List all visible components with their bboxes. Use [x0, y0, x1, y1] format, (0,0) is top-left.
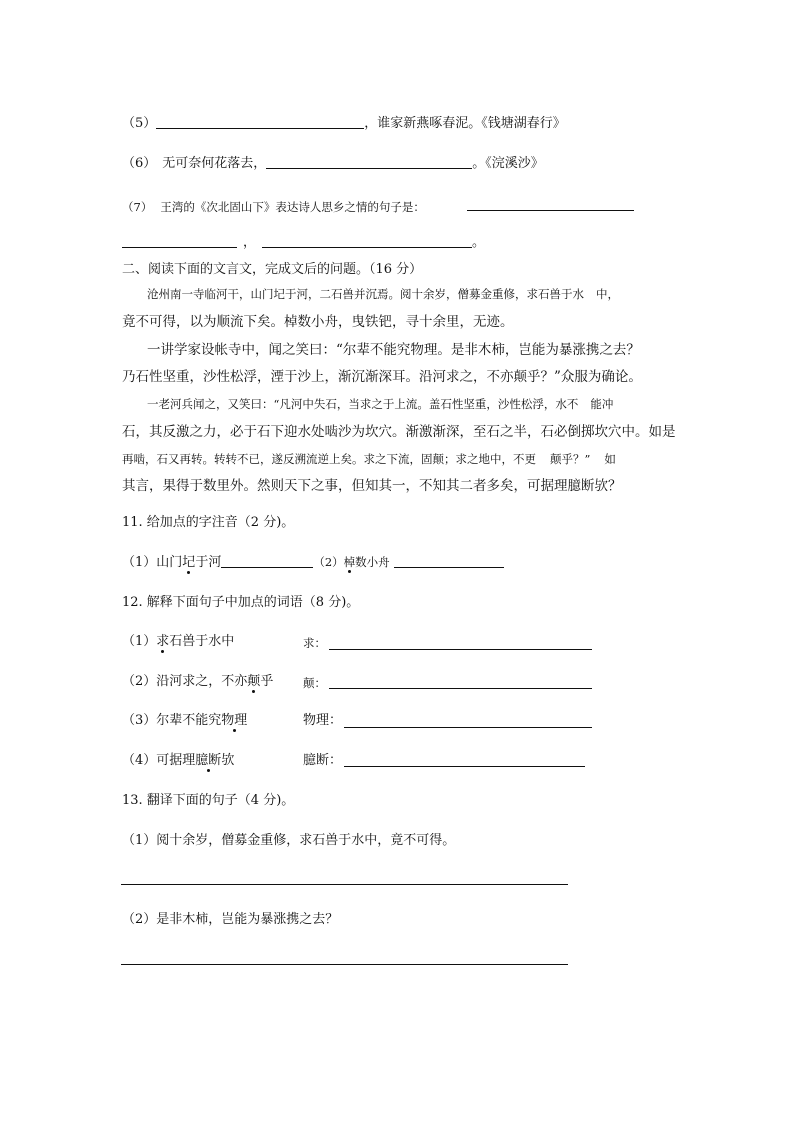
passage-p1-line2: 竟不可得，以为顺流下矣。棹数小舟，曳铁钯，寻十余里，无迹。 [122, 314, 514, 330]
q12-item1-label: 求： [303, 636, 326, 650]
q12-item3-number: （3） [122, 713, 157, 728]
passage-p3-line3 [122, 450, 616, 468]
q13-sentence-1 [122, 832, 455, 850]
q11-item2-dotted-char: 棹 [343, 555, 356, 569]
p3-seg-2: 能冲 [590, 397, 614, 411]
q11-item1-text-a: 山门 [156, 555, 183, 570]
q11-item1-text-b: 于河 [195, 555, 222, 570]
q13-title: 13. 翻译下面的句子（4 分)。 [122, 793, 295, 808]
passage-p1-line1 [147, 285, 619, 303]
q12-item1-dotted-word: 求 [156, 634, 170, 649]
q11-item2-number: （2） [313, 555, 344, 569]
section2-title: 二、阅读下面的文言文，完成文后的问题。（16 分） [122, 262, 423, 277]
q7-text: 王湾的《次北固山下》表达诗人思乡之情的句子是： [160, 200, 425, 214]
q7-answer-blank-3[interactable] [262, 233, 472, 248]
q5-number: （5） [122, 116, 157, 131]
q5-text: ，谁家新燕啄春泥。《钱塘湖春行》 [364, 116, 566, 131]
fill-q7-line2 [122, 233, 485, 252]
q12-item2-answer-blank[interactable] [329, 688, 592, 689]
passage-p3-line1 [147, 395, 613, 413]
q11-item1-answer-blank[interactable] [221, 553, 313, 568]
q12-item1-answer-blank[interactable] [329, 649, 592, 650]
fill-q5 [122, 114, 566, 133]
q13-s1-answer-line[interactable] [121, 884, 568, 885]
q7-separator: ， [243, 235, 257, 250]
q12-item2-text-b: 乎 [260, 674, 274, 689]
q11-item1-dotted-char: 圮 [182, 555, 196, 570]
q13-s1-text: 阅十余岁，僧募金重修，求石兽于水中，竟不可得。 [156, 833, 456, 848]
q12-item4-text-b: 欤 [221, 753, 235, 768]
p3-seg-1: 一老河兵闻之，又笑曰：“凡河中失石，当求之于上流。盖石性坚重，沙性松浮，水不 [147, 397, 579, 411]
passage-p2-line2: 乃石性坚重，沙性松浮，湮于沙上，渐沉渐深耳。沿河求之，不亦颠乎？”众服为确论。 [122, 369, 642, 385]
q7-number: （7） [122, 200, 153, 214]
passage-p3-line2: 石，其反激之力，必于石下迎水处啮沙为坎穴。渐激渐深，至石之半，石必倒掷坎穴中。如是 [122, 424, 676, 440]
q12-item4-number: （4） [122, 753, 157, 768]
q12-item-3 [122, 712, 247, 730]
q12-item1-text-b: 石兽于水中 [169, 634, 235, 649]
q13-s1-number: （1） [122, 833, 157, 848]
q11-item2-answer-blank[interactable] [394, 553, 504, 568]
q13-s2-number: （2） [122, 912, 157, 927]
p3-seg-5: 颠乎？” [550, 452, 591, 466]
q12-item2-label: 颠： [303, 676, 326, 690]
q7-end: 。 [472, 235, 486, 250]
q13-s2-answer-line[interactable] [121, 964, 568, 965]
fill-q6 [122, 154, 544, 173]
q12-item2-text-a: 沿河求之，不亦 [156, 674, 248, 689]
q6-number: （6） [122, 156, 157, 171]
q7-answer-blank-1[interactable] [467, 210, 634, 211]
q12-item3-dotted-word: 物理 [221, 713, 248, 728]
q13-sentence-2 [122, 911, 338, 929]
q12-item4-text-a: 可据理 [156, 753, 196, 768]
p1-seg-2: 中， [596, 287, 619, 301]
q11-item2-text-b: 数小舟 [355, 555, 390, 569]
q12-item4-answer-blank[interactable] [344, 766, 585, 767]
passage-p2-line1: 一讲学家设帐寺中，闻之笑曰：“尔辈不能究物理。是非木柿，岂能为暴涨携之去？ [147, 342, 640, 358]
q12-item4-label: 臆断： [303, 753, 343, 768]
q12-item3-text-a: 尔辈不能究 [156, 713, 222, 728]
q12-title: 12. 解释下面句子中加点的词语（8 分)。 [122, 595, 360, 610]
q12-item1-number: （1） [122, 634, 157, 649]
q12-item4-dotted-word: 臆断 [195, 753, 222, 768]
q11-items [122, 553, 504, 572]
q11-title: 11. 给加点的字注音（2 分)。 [122, 515, 295, 530]
q12-item-4 [122, 752, 234, 770]
q12-item2-number: （2） [122, 674, 157, 689]
q5-answer-blank[interactable] [156, 114, 364, 129]
q6-text-pre: 无可奈何花落去， [162, 156, 267, 171]
q11-item1-number: （1） [122, 555, 157, 570]
p3-seg-4: 再啮，石又再转。转转不已，遂反溯流逆上矣。求之下流，固颠；求之地中，不更 [122, 452, 536, 466]
p3-seg-6: 如 [604, 452, 616, 466]
p1-seg-1: 沧州南一寺临河干，山门圮于河，二石兽并沉焉。阅十余岁，僧募金重修，求石兽于水 [147, 287, 584, 301]
q6-answer-blank[interactable] [266, 154, 472, 169]
q12-item-1 [122, 633, 234, 651]
q12-item-2 [122, 673, 273, 691]
q13-s2-text: 是非木柿，岂能为暴涨携之去？ [156, 912, 339, 927]
q12-item3-label: 物理： [303, 713, 343, 728]
q7-answer-blank-2[interactable] [122, 233, 237, 248]
q12-item2-dotted-word: 颠 [247, 674, 261, 689]
q6-text-post: 。《浣溪沙》 [472, 156, 544, 171]
fill-q7 [122, 198, 425, 216]
q12-item3-answer-blank[interactable] [344, 727, 592, 728]
passage-p3-line4: 其言，果得于数里外。然则天下之事，但知其一，不知其二者多矣，可据理臆断欤？ [122, 478, 622, 494]
